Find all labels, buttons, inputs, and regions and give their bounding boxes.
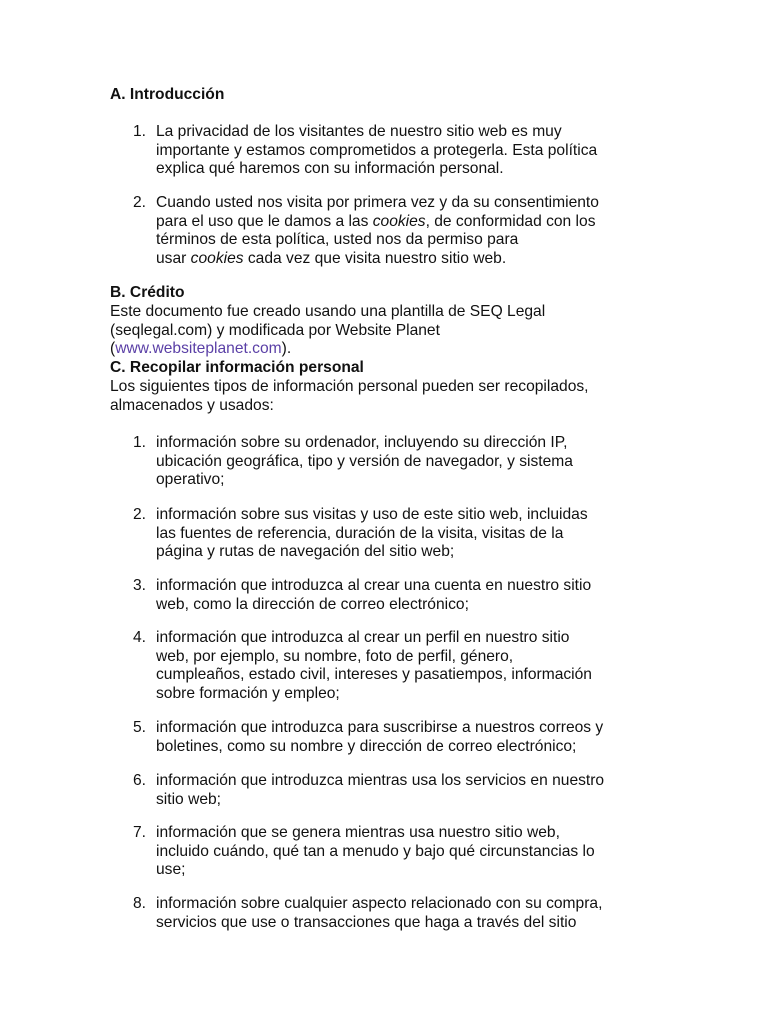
text-line: use; [156, 861, 186, 879]
list-item-text [156, 194, 676, 268]
list-item-text [156, 123, 676, 179]
section-c-heading: C. Recopilar información personal [110, 359, 364, 376]
text-line: web, por ejemplo, su nombre, foto de perfil, género, [156, 647, 514, 665]
text-line: sitio web; [156, 790, 222, 808]
text-line: las fuentes de referencia, duración de la visita, visitas de la [156, 524, 564, 542]
text-line [156, 213, 676, 232]
list-item-text [156, 895, 676, 932]
list-number: 6. [133, 772, 147, 789]
text-line: operativo; [156, 471, 225, 489]
text-line: página y rutas de navegación del sitio web; [156, 543, 455, 561]
text-line: cumpleaños, estado civil, intereses y pasatiempos, información [156, 666, 592, 684]
section-b-heading: B. Crédito [110, 284, 185, 301]
text-line: Este documento fue creado usando una plantilla de SEQ Legal [110, 303, 546, 320]
list-number: 7. [133, 824, 147, 841]
list-number: 3. [133, 577, 147, 594]
text-line: importante y estamos comprometidos a protegerla. Esta política [156, 141, 598, 159]
text-line: almacenados y usados: [110, 396, 274, 414]
list-item-text [156, 577, 676, 614]
text-line: sobre formación y empleo; [156, 684, 340, 702]
text-line: servicios que use o transacciones que haga a través del sitio [156, 913, 577, 931]
list-item-text [156, 506, 676, 562]
italic-term: cookies [190, 249, 244, 267]
text-line: información que se genera mientras usa nuestro sitio web, [156, 824, 560, 841]
list-number: 5. [133, 719, 147, 736]
text-segment: , de conformidad con los [425, 212, 596, 230]
section-b-paragraph [110, 303, 670, 359]
list-item-text [156, 629, 676, 703]
text-line: boletines, como su nombre y dirección de correo electrónico; [156, 737, 577, 755]
italic-term: cookies [372, 212, 426, 230]
text-line: términos de esta política, usted nos da permiso para [156, 231, 519, 249]
text-segment: usar [156, 249, 191, 267]
text-segment: ). [281, 340, 292, 358]
text-line: Los siguientes tipos de información personal pueden ser recopilados, [110, 378, 589, 395]
list-item-text [156, 719, 676, 756]
list-item-text [156, 824, 676, 880]
list-number: 8. [133, 895, 147, 912]
text-line: información que introduzca mientras usa los servicios en nuestro [156, 772, 605, 789]
text-segment: cada vez que visita nuestro sitio web. [243, 249, 507, 267]
text-segment: para el uso que le damos a las [156, 212, 373, 230]
text-line: información que introduzca al crear una cuenta en nuestro sitio [156, 577, 592, 594]
text-segment: ( [110, 340, 116, 358]
text-line: web, como la dirección de correo electrónico; [156, 595, 469, 613]
section-c-intro [110, 378, 670, 415]
text-line: información sobre cualquier aspecto relacionado con su compra, [156, 895, 603, 912]
text-line: explica qué haremos con su información personal. [156, 160, 504, 178]
text-line: información que introduzca para suscribirse a nuestros correos y [156, 719, 604, 736]
text-line [156, 250, 676, 269]
list-number: 2. [133, 194, 147, 211]
list-number: 1. [133, 123, 147, 140]
text-line: información sobre sus visitas y uso de este sitio web, incluidas [156, 506, 588, 523]
websiteplanet-link[interactable]: www.websiteplanet.com [115, 340, 282, 358]
text-line [110, 340, 670, 359]
text-line: información que introduzca al crear un perfil en nuestro sitio [156, 629, 570, 646]
section-a-heading: A. Introducción [110, 86, 225, 103]
text-line: información sobre su ordenador, incluyendo su dirección IP, [156, 434, 568, 451]
list-number: 2. [133, 506, 147, 523]
text-line: ubicación geográfica, tipo y versión de navegador, y sistema [156, 452, 573, 470]
list-item-text [156, 434, 676, 490]
text-line: La privacidad de los visitantes de nuestro sitio web es muy [156, 123, 562, 140]
text-line: Cuando usted nos visita por primera vez y da su consentimiento [156, 194, 599, 211]
list-item-text [156, 772, 676, 809]
list-number: 4. [133, 629, 147, 646]
text-line: (seqlegal.com) y modificada por Website Planet [110, 321, 440, 339]
text-line: incluido cuándo, qué tan a menudo y bajo qué circunstancias lo [156, 842, 595, 860]
list-number: 1. [133, 434, 147, 451]
